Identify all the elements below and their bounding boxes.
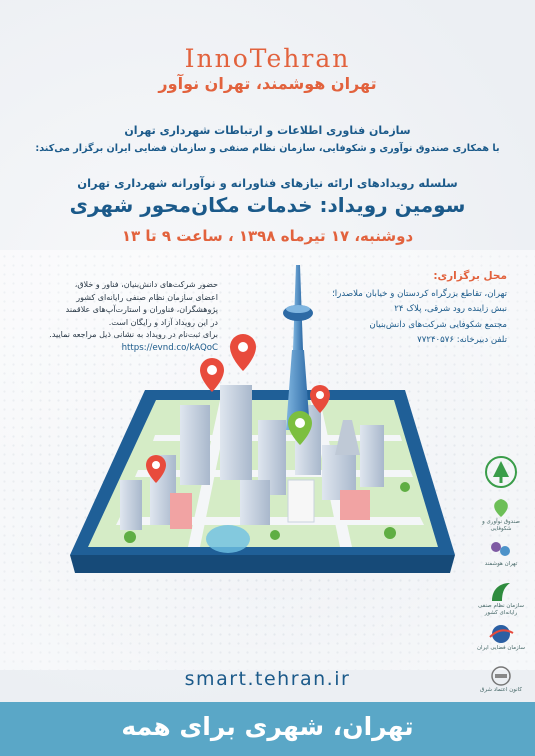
venue-phone: تلفن دبیرخانه: ۷۷۲۴۰۵۷۶ <box>417 335 507 345</box>
partners-line: با همکاری صندوق نوآوری و شکوفایی، سازمان نظام صنفی و سازمان فضایی ایران برگزار می‌کند: <box>35 143 500 154</box>
brand-title: InnoTehran <box>184 44 351 73</box>
event-series: سلسله رویدادهای ارائه نیازهای فناورانه و نوآورانه شهرداری تهران <box>77 176 458 190</box>
audience-line: حضور شرکت‌های دانش‌بنیان، فناور و خلاق، <box>74 280 218 289</box>
audience-line: برای ثبت‌نام در رویداد به نشانی ذیل مراجعه نمایید. <box>49 330 218 339</box>
innovation-fund-icon: صندوق نوآوری و شکوفایی <box>475 497 527 533</box>
venue-address-line: تهران، تقاطع بزرگراه کردستان و خیابان ملاصدرا؛ <box>332 288 507 299</box>
event-datetime: دوشنبه، ۱۷ تیرماه ۱۳۹۸ ، ساعت ۹ تا ۱۳ <box>121 227 414 245</box>
audience-line: پژوهشگران، فناوران و استارت‌آپ‌های علاقمند <box>65 305 218 314</box>
smart-city-illustration <box>60 255 460 660</box>
computer-guild-icon: سازمان نظام صنفی رایانه‌ای کشور <box>475 581 527 617</box>
registration-link[interactable]: https://evnd.co/kAQoC <box>121 342 218 353</box>
map-pin-icon <box>230 334 256 371</box>
footer-banner <box>0 702 535 756</box>
venue-title: محل برگزاری: <box>433 270 507 282</box>
tree-emblem-icon <box>475 455 527 491</box>
karafarinan-icon: کانون اعتماد شرق <box>475 665 527 701</box>
website-url[interactable]: smart.tehran.ir <box>184 668 351 690</box>
venue-address-line: نبش زاینده رود شرقی، پلاک ۲۴ <box>394 304 507 314</box>
organizer-line: سازمان فناوری اطلاعات و ارتباطات شهرداری تهران <box>124 124 411 137</box>
venue-building: مجتمع شکوفایی شرکت‌های دانش‌بنیان <box>369 319 507 330</box>
audience-line: اعضای سازمان نظام صنفی رایانه‌ای کشور <box>76 292 218 302</box>
footer-slogan: تهران، شهری برای همه <box>121 712 414 741</box>
brand-tagline: تهران هوشمند، تهران نوآور <box>158 74 377 93</box>
smart-tehran-icon: تهران هوشمند <box>475 539 527 575</box>
space-agency-icon: سازمان فضایی ایران <box>475 623 527 659</box>
audience-line: در این رویداد آزاد و رایگان است. <box>108 317 218 327</box>
event-title: سومین رویداد: خدمات مکان‌محور شهری <box>69 193 466 217</box>
